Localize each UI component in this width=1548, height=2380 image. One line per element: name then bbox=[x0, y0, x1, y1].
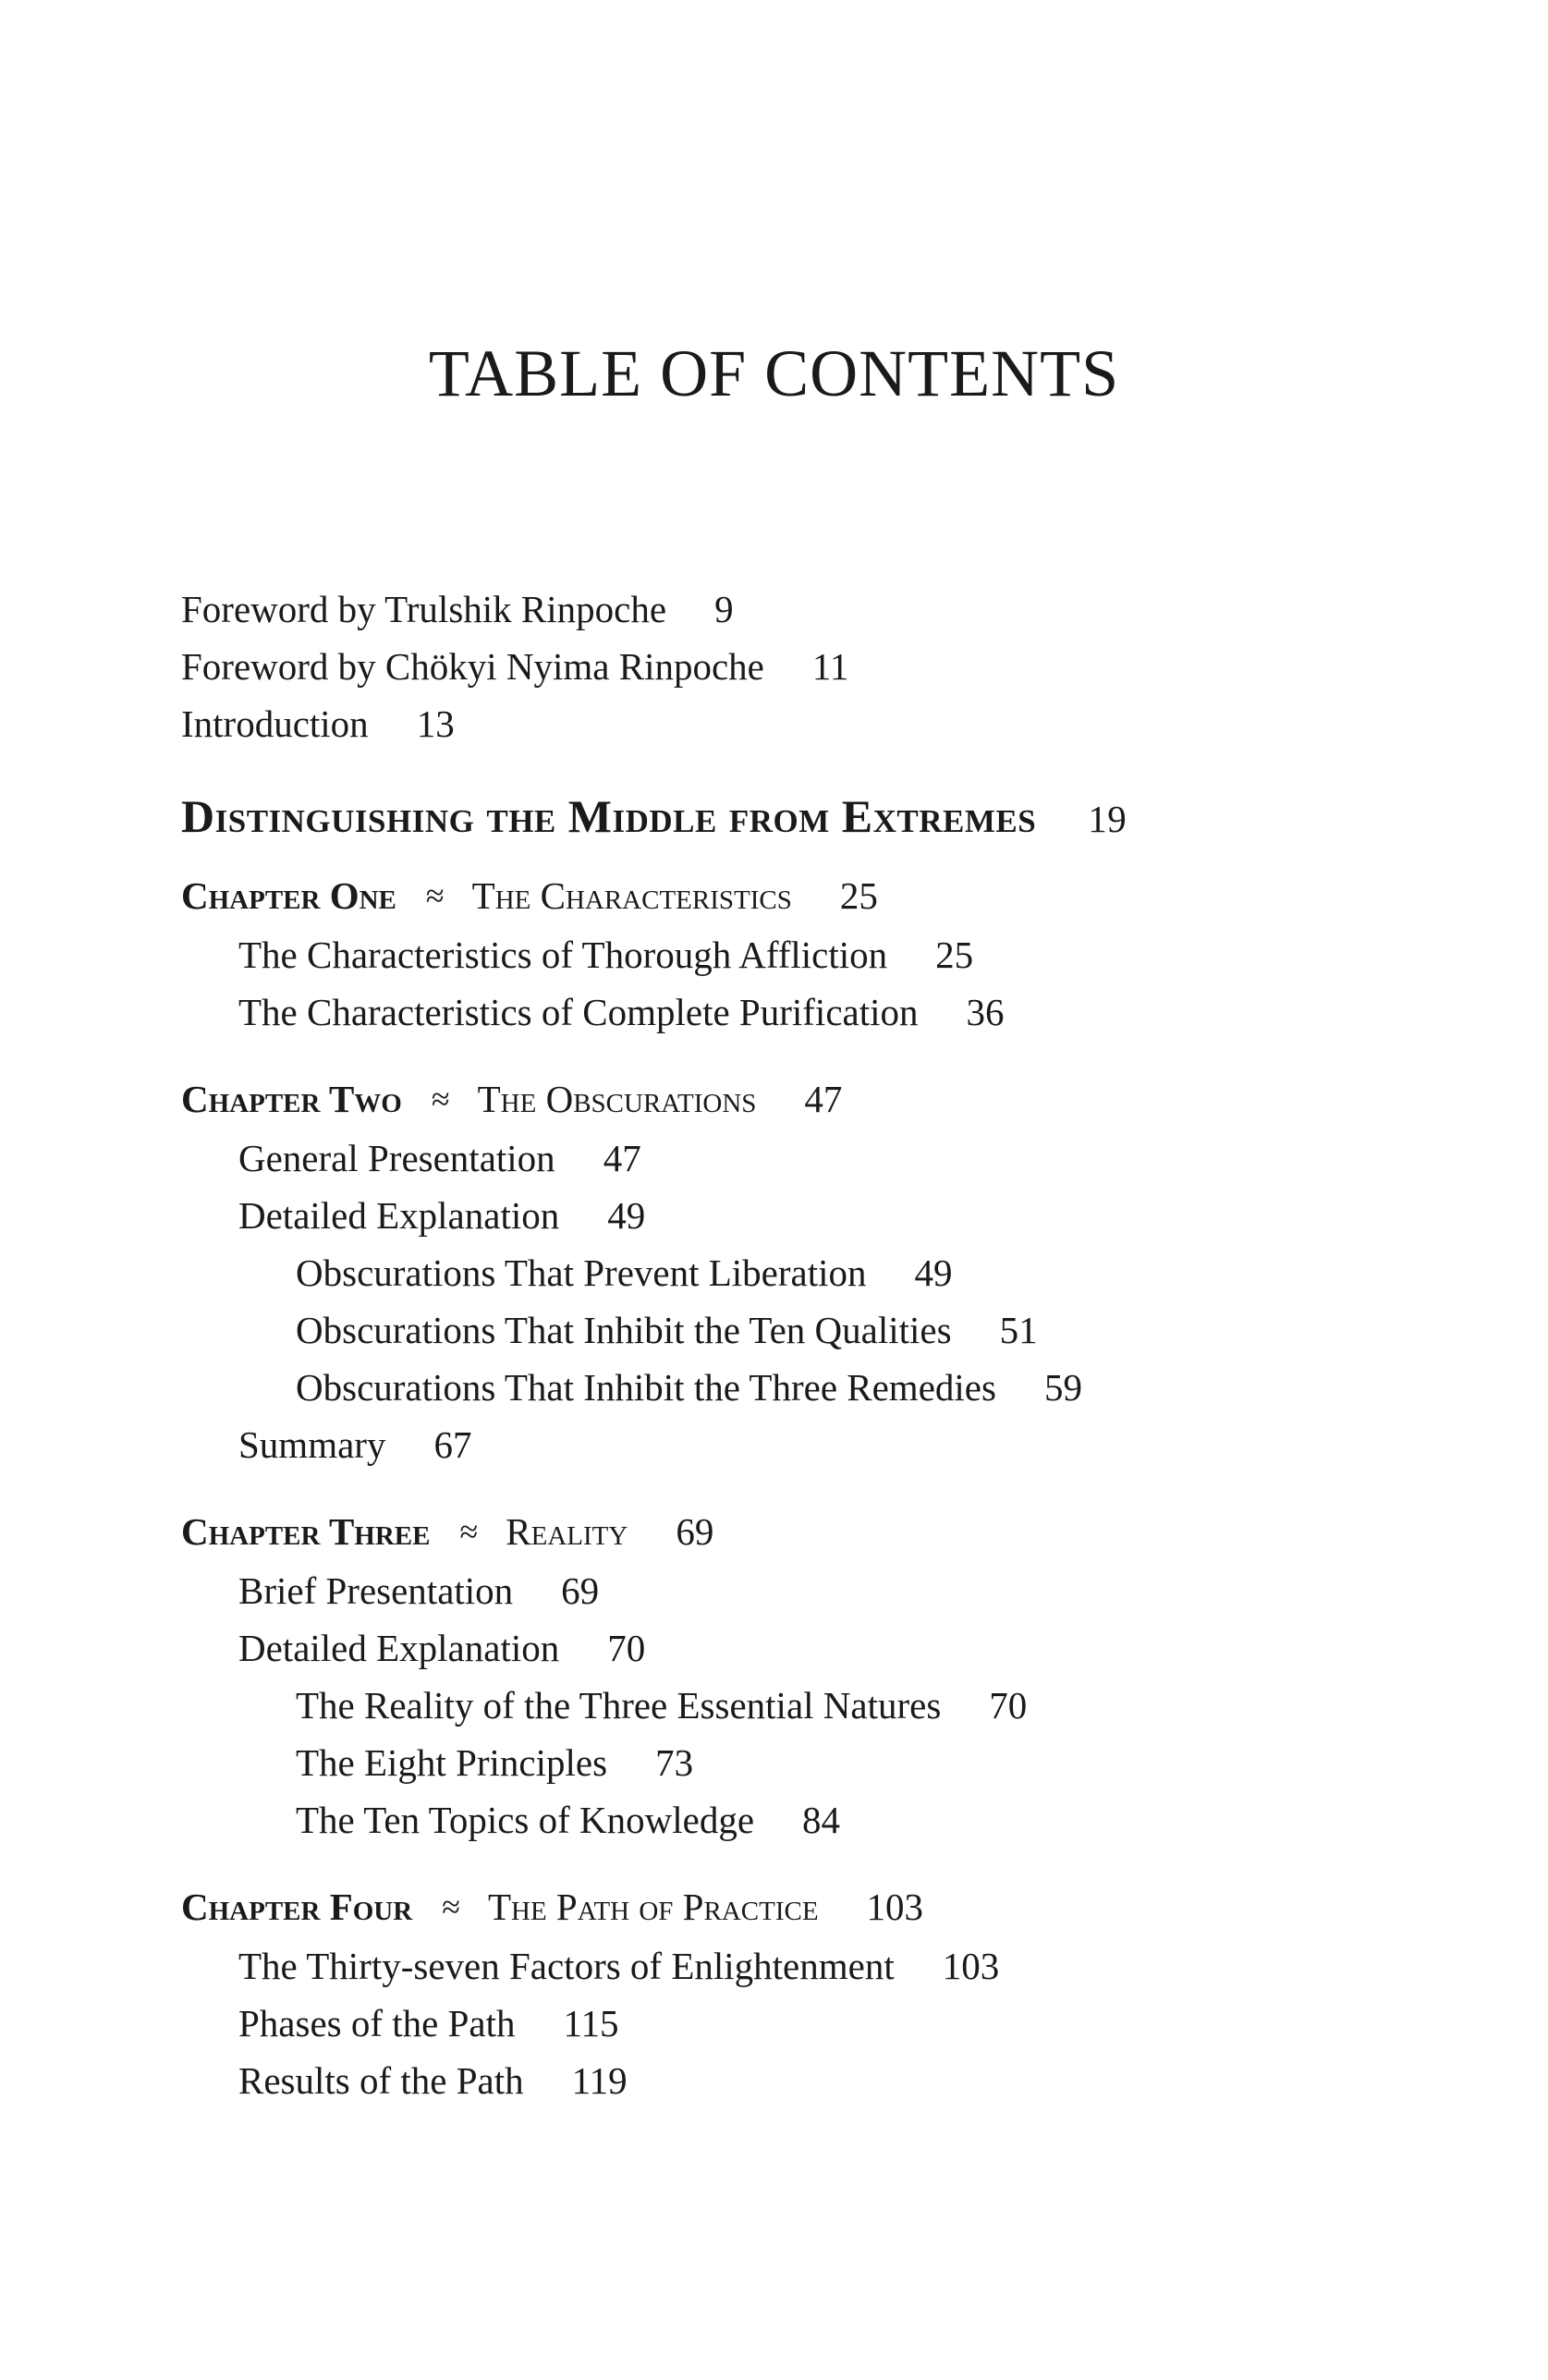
section-page: 36 bbox=[966, 991, 1005, 1033]
section-page: 103 bbox=[942, 1945, 1000, 1987]
book-section-label: Distinguishing the Middle from Extremes bbox=[181, 790, 1037, 842]
section-page: 70 bbox=[607, 1627, 646, 1669]
toc-section-entry[interactable] bbox=[181, 1416, 1457, 1473]
toc-chapter-one[interactable] bbox=[181, 865, 1457, 926]
toc-section-entry[interactable] bbox=[181, 983, 1457, 1041]
toc-section-entry[interactable] bbox=[181, 1937, 1457, 1995]
section-label: Phases of the Path bbox=[238, 2002, 516, 2044]
chapter-separator-ornament: ≈ bbox=[425, 877, 445, 914]
chapter-number: Chapter One bbox=[181, 874, 396, 917]
chapter-page: 47 bbox=[804, 1078, 843, 1120]
section-page: 49 bbox=[607, 1194, 646, 1237]
toc-subsection-entry[interactable] bbox=[181, 1301, 1457, 1359]
chapter-title: The Obscurations bbox=[477, 1078, 757, 1120]
page-title: TABLE OF CONTENTS bbox=[428, 336, 1120, 410]
section-page: 47 bbox=[603, 1137, 641, 1179]
subsection-page: 49 bbox=[914, 1251, 953, 1294]
section-page: 69 bbox=[561, 1569, 600, 1612]
toc-section-entry[interactable] bbox=[181, 1619, 1457, 1677]
toc-section-entry[interactable] bbox=[181, 1562, 1457, 1619]
toc-entry-label: Foreword by Chökyi Nyima Rinpoche bbox=[181, 645, 764, 688]
toc-section-entry[interactable] bbox=[181, 1995, 1457, 2052]
toc-chapter-three[interactable] bbox=[181, 1501, 1457, 1562]
section-page: 67 bbox=[433, 1423, 472, 1466]
chapter-page: 103 bbox=[866, 1886, 924, 1928]
toc-entry-page: 9 bbox=[714, 588, 734, 630]
section-label: The Thirty-seven Factors of Enlightenment bbox=[238, 1945, 895, 1987]
toc-section-entry[interactable] bbox=[181, 1129, 1457, 1187]
subsection-label: Obscurations That Inhibit the Ten Qualities bbox=[296, 1309, 952, 1351]
section-page: 119 bbox=[571, 2059, 628, 2102]
toc-chapter-four[interactable] bbox=[181, 1876, 1457, 1937]
chapter-title: Reality bbox=[506, 1510, 628, 1553]
chapter-title: The Path of Practice bbox=[487, 1886, 819, 1928]
toc-section-entry[interactable] bbox=[181, 1187, 1457, 1244]
toc-section-entry[interactable] bbox=[181, 926, 1457, 983]
section-label: Detailed Explanation bbox=[238, 1194, 560, 1237]
subsection-page: 59 bbox=[1043, 1366, 1082, 1409]
section-label: Detailed Explanation bbox=[238, 1627, 560, 1669]
toc-entry-page: 11 bbox=[811, 645, 849, 688]
toc-section-entry[interactable] bbox=[181, 2052, 1457, 2109]
toc-entry-foreword-trulshik[interactable] bbox=[181, 580, 1457, 638]
toc-chapter-two[interactable] bbox=[181, 1068, 1457, 1129]
section-label: General Presentation bbox=[238, 1137, 555, 1179]
chapter-page: 25 bbox=[839, 874, 878, 917]
book-section-page: 19 bbox=[1088, 798, 1127, 840]
subsection-page: 84 bbox=[802, 1799, 841, 1841]
table-of-contents bbox=[181, 580, 1457, 2109]
chapter-separator-ornament: ≈ bbox=[459, 1513, 479, 1550]
chapter-separator-ornament: ≈ bbox=[442, 1888, 460, 1925]
section-label: Summary bbox=[238, 1423, 386, 1466]
subsection-label: The Ten Topics of Knowledge bbox=[296, 1799, 755, 1841]
section-label: The Characteristics of Thorough Affliction bbox=[238, 934, 888, 976]
chapter-title: The Characteristics bbox=[471, 874, 792, 917]
subsection-label: Obscurations That Prevent Liberation bbox=[296, 1251, 867, 1294]
section-page: 25 bbox=[935, 934, 974, 976]
toc-entry-foreword-chokyi[interactable] bbox=[181, 638, 1457, 695]
chapter-number: Chapter Four bbox=[181, 1886, 413, 1928]
chapter-number: Chapter Two bbox=[181, 1078, 402, 1120]
toc-subsection-entry[interactable] bbox=[181, 1734, 1457, 1791]
toc-entry-label: Foreword by Trulshik Rinpoche bbox=[181, 588, 667, 630]
chapter-number: Chapter Three bbox=[181, 1510, 431, 1553]
section-page: 115 bbox=[563, 2002, 619, 2044]
toc-subsection-entry[interactable] bbox=[181, 1677, 1457, 1734]
section-label: Brief Presentation bbox=[238, 1569, 514, 1612]
toc-subsection-entry[interactable] bbox=[181, 1359, 1457, 1416]
subsection-label: Obscurations That Inhibit the Three Remedies bbox=[296, 1366, 996, 1409]
subsection-page: 73 bbox=[655, 1741, 694, 1784]
subsection-label: The Eight Principles bbox=[296, 1741, 608, 1784]
subsection-page: 51 bbox=[999, 1309, 1038, 1351]
toc-book-section[interactable] bbox=[181, 784, 1457, 848]
chapter-page: 69 bbox=[676, 1510, 714, 1553]
subsection-page: 70 bbox=[989, 1684, 1028, 1727]
section-label: Results of the Path bbox=[238, 2059, 524, 2102]
toc-entry-label: Introduction bbox=[181, 702, 369, 745]
toc-subsection-entry[interactable] bbox=[181, 1244, 1457, 1301]
chapter-separator-ornament: ≈ bbox=[431, 1080, 450, 1117]
subsection-label: The Reality of the Three Essential Natures bbox=[296, 1684, 942, 1727]
section-label: The Characteristics of Complete Purification bbox=[238, 991, 919, 1033]
toc-entry-introduction[interactable] bbox=[181, 695, 1457, 752]
toc-entry-page: 13 bbox=[416, 702, 455, 745]
toc-subsection-entry[interactable] bbox=[181, 1791, 1457, 1849]
